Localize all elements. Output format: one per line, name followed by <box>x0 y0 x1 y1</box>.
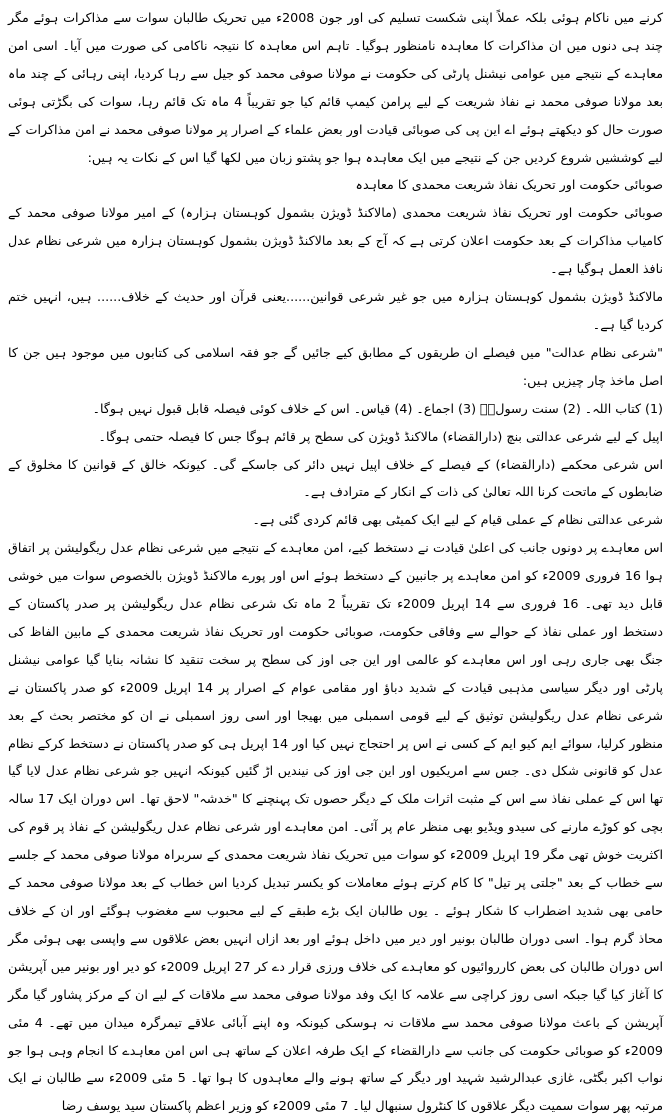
agreement-clause-5: اس شرعی محکمے (دارالقضاء) کے فیصلے کے خلاف اپیل نہیں دائر کی جاسکے گی۔ کیونکہ خالق کے قوانین کا مخلوق کے ضابطوں کے ماتحت کرنا اللہ تعالیٰ کی ذات کے انکار کے مترادف ہے۔ <box>8 456 663 500</box>
agreement-clause-3: "شرعی نظام عدالت" میں فیصلے ان طریقوں کے مطابق کیے جائیں گے جو فقہ اسلامی کی کتابوں میں موجود ہیں جن کا اصل ماخذ چار چیزیں ہیں: <box>8 344 663 388</box>
agreement-clause-1: صوبائی حکومت اور تحریک نفاذ شریعت محمدی (مالاکنڈ ڈویژن بشمول کوہستان ہزارہ) کے امیر مولانا صوفی محمد کے کامیاب مذاکرات کے بعد حکومت اعلان کرتی ہے کہ آج کے بعد مالاکنڈ ڈویژن بشمول کوہستان ہزارہ میں شرعی نظام عدل نافذ العمل ہوگیا ہے۔ <box>8 205 663 277</box>
agreement-clause-4: اپیل کے لیے شرعی عدالتی بنچ (دارالقضاء) مالاکنڈ ڈویژن کی سطح پر قائم ہوگا جس کا فیصلہ حتمی ہوگا۔ <box>98 428 663 444</box>
paragraph-history: اس معاہدے پر دونوں جانب کی اعلیٰ قیادت نے دستخط کیے، امن معاہدے کے نتیجے میں شرعی نظام عدل ریگولیشن پر اتفاق ہوا 16 فروری 2009ء کو امن معاہدے پر جانبین کے دستخط ہوئے اس اور پورے مالاکنڈ ڈویژن بالخصوص سوات میں خوشی قابل دید تھی۔ 16 فروری سے 14 اپریل 2009ء تک تقریباً 2 ماہ تک شرعی نظام عدل ریگولیشن پر صدر پاکستان کے دستخط اور عملی نفاذ کے حوالے سے وفاقی حکومت، صوبائی حکومت اور تحریک نفاذ شریعت محمدی کے مابین الفاظ کی جنگ بھی جاری رہی اور اس معاہدے کو عالمی اور این جی اوز کی سطح پر سخت تنقید کا نشانہ بنایا گیا عوامی نیشنل پارٹی اور دیگر سیاسی مذہبی قیادت کے شدید دباؤ اور مقامی عوام کے اصرار پر 14 اپریل 2009ء کو صدر پاکستان نے شرعی نظام عدل ریگولیشن توثیق کے لیے قومی اسمبلی میں بھیجا اور اسی روز اسمبلی نے ان کو مختصر بحث کے بعد منظور کرلیا، سوائے ایم کیو ایم کے کسی نے اس پر احتجاج نہیں کیا اور 14 اپریل ہی کو صدر پاکستان نے دستخط کرکے نظام عدل کو قانونی شکل دی۔ جس سے امریکیوں اور این جی اوز کی نیندیں اڑ گئیں کیونکہ انہیں جو شرعی نظام عدل لایا گیا تھا اس کے عملی نفاذ سے اس کے مثبت اثرات ملک کے دیگر حصوں تک پہنچنے کا "خدشہ" لاحق تھا۔ اس دوران ایک 17 سالہ بچی کو کوڑے مارنے کی سیدو ویڈیو بھی منظر عام پر آئی۔ امن معاہدے اور شرعی نظام عدل ریگولیشن کے نفاذ پر قوم کی اکثریت خوش تھی مگر 19 اپریل 2009ء کو سوات میں تحریک نفاذ شریعت محمدی کے سربراہ مولانا صوفی محمد کے جلسے سے خطاب کے بعد "جلتی پر تیل" کا کام کرتے ہوئے معاملات کو یکسر تبدیل کردیا اس خطاب کے بعد مولانا صوفی محمد کے حامی بھی شدید اضطراب کا شکار ہوئے ۔ یوں طالبان ایک بڑے طبقے کے لیے محبوب سے مغضوب ہوگئے اور ان کے خلاف محاذ گرم ہوا۔ اسی دوران طالبان بونیر اور دیر میں داخل ہوئے اور بعد ازاں انہیں بعض علاقوں سے واپسی بھی ہوئی مگر اس دوران طالبان کی بعض کارروائیوں کو معاہدے کی خلاف ورزی قرار دے کر 27 اپریل 2009ء کو دیر اور بونیر میں آپریشن کا آغاز کیا گیا جبکہ اسی روز کراچی سے علامہ کا ایک وفد مولانا صوفی محمد سے ملاقات کے لیے ان کے مرکز پشاور گیا مگر آپریشن کے باعث مولانا صوفی محمد سے ملاقات نہ ہوسکی کیونکہ وہ اپنے آبائی علاقے تیمرگرہ میدان میں تھے۔ 4 مئی 2009ء کو صوبائی حکومت کی جانب سے دارالقضاء کے ایک طرفہ اعلان کے ساتھ ہی اس امن معاہدے کا انجام وہی ہوا جو نواب اکبر بگٹی، غازی عبدالرشید شہید اور دیگر کے ساتھ ہونے والے معاہدوں کا ہوا تھا۔ 5 مئی 2009ء سے طالبان نے ایک مرتبہ پھر سوات سمیت دیگر علاقوں کا کنٹرول سنبھال لیا۔ 7 مئی 2009ء کو وزیر اعظم پاکستان سید یوسف رضا <box>8 540 664 1114</box>
paragraph-intro: کرنے میں ناکام ہوئی بلکہ عملاً اپنی شکست تسلیم کی اور جون 2008ء میں تحریک طالبان سوات سے مذاکرات ہوئے مگر چند ہی دنوں میں ان مذاکرات کا معاہدہ نامنظور ہوگیا۔ تاہم اس معاہدہ کا نتیجہ ناکامی کی صورت میں آیا۔ اسی امن معاہدے کے نتیجے میں عوامی نیشنل پارٹی کی حکومت نے مولانا صوفی محمد کو جیل سے رہا کردیا، اپنی رہائی کے چند ماہ بعد مولانا صوفی محمد نے نفاذ شریعت کے لیے پرامن کیمپ قائم کیا جو تقریباً 4 ماہ تک قائم رہا، سوات کی بگڑتی ہوئی صورت حال کو دیکھتے ہوئے اے این پی کی صوبائی قیادت اور بعض علماء کے اصرار پر مولانا صوفی محمد نے امن مذاکرات کے لیے کوششیں شروع کردیں جن کے نتیجے میں ایک معاہدہ ہوا جو پشتو زبان میں لکھا گیا اس کے نکات یہ ہیں: <box>8 10 663 165</box>
agreement-clause-2: مالاکنڈ ڈویژن بشمول کوہستان ہزارہ میں جو غیر شرعی قوانین......یعنی قرآن اور حدیث کے خلاف...... ہیں، انہیں ختم کردیا گیا ہے۔ <box>8 289 663 332</box>
agreement-heading: صوبائی حکومت اور تحریک نفاذ شریعت محمدی کا معاہدہ <box>355 177 663 193</box>
agreement-clause-6: شرعی عدالتی نظام کے عملی قیام کے لیے ایک کمیٹی بھی قائم کردی گئی ہے۔ <box>252 512 663 528</box>
agreement-sources: (1) کتاب اللہ۔ (2) سنت رسولؐ۔ (3) اجماع۔ (4) قیاس۔ اس کے خلاف کوئی فیصلہ قابل قبول نہیں ہوگا۔ <box>92 400 663 416</box>
